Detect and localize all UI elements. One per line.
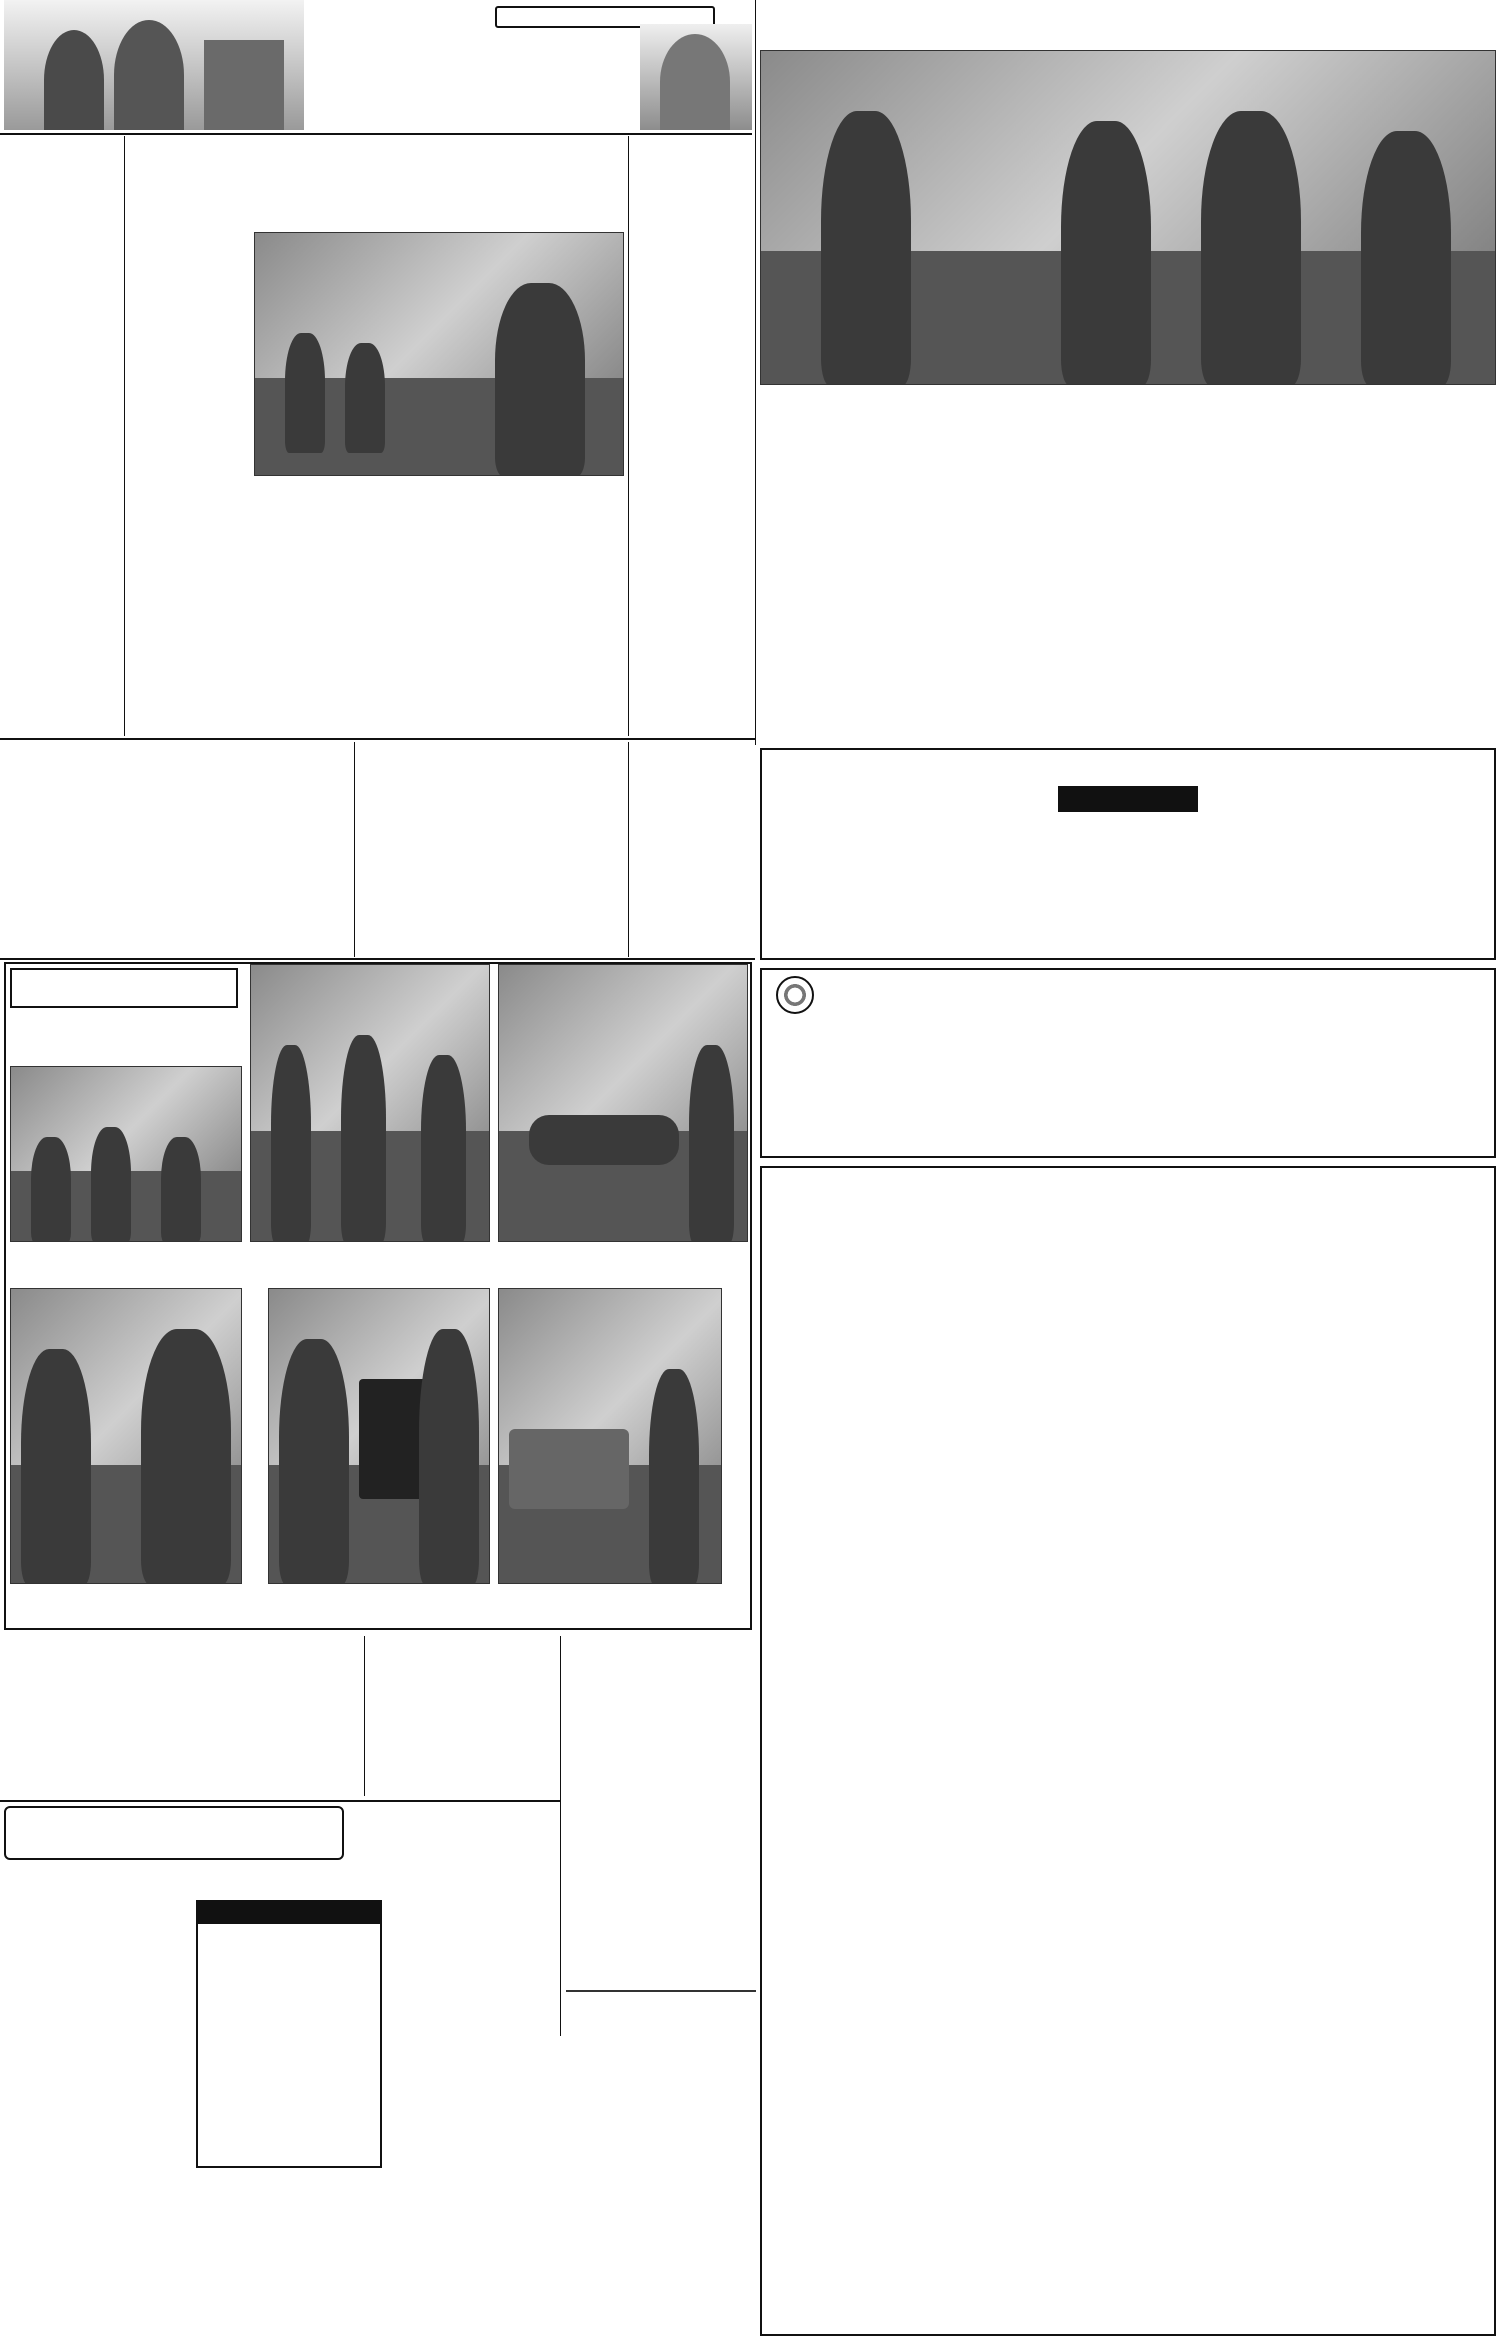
crime-summary-item xyxy=(202,2072,376,2102)
tender-body xyxy=(772,1204,1484,2276)
photo-news-caption-5 xyxy=(268,1588,490,1624)
award-body xyxy=(764,432,1492,732)
paradip-pr xyxy=(770,1141,1070,1155)
kabita-photo xyxy=(254,232,624,476)
train-youth-headline xyxy=(566,1668,756,1738)
marana-body xyxy=(634,440,752,722)
baripada-body xyxy=(770,818,1486,928)
award-headline xyxy=(760,8,1496,48)
photo-news-image-3 xyxy=(498,964,748,1242)
photo-news-image-5 xyxy=(268,1288,490,1584)
train-headline xyxy=(634,138,752,164)
crime-col1-body xyxy=(4,1898,190,2334)
crime-col2-body xyxy=(196,2172,382,2332)
jail-headline xyxy=(360,742,622,780)
paradip-date xyxy=(1302,1024,1490,1038)
police-body xyxy=(370,1688,560,1794)
durghatana1-headline xyxy=(4,138,120,200)
crime-summary-item xyxy=(202,2036,376,2070)
crime-col3-body xyxy=(388,2180,758,2334)
crime-summary-head xyxy=(198,1902,380,1924)
photo-news-caption-2 xyxy=(250,1244,490,1280)
crime-col2-headline xyxy=(196,1866,376,1894)
champak-headline xyxy=(4,1640,360,1674)
marana-headline xyxy=(634,392,752,436)
paradip-body xyxy=(770,1067,1490,1139)
crime-col3-headline xyxy=(388,2128,558,2176)
baripada-tag xyxy=(1058,786,1198,812)
jail-body xyxy=(360,784,622,954)
photo-news-side-label-1 xyxy=(190,1254,208,1384)
baripada-title xyxy=(762,754,1494,782)
paradip-notice xyxy=(760,968,1496,1158)
crime-col1-headline xyxy=(4,1866,194,1894)
masthead-temple-image xyxy=(4,0,304,130)
crime-review-banner xyxy=(4,1806,344,1860)
paradip-logo-icon xyxy=(776,976,814,1014)
photo-news-image-2 xyxy=(250,964,490,1242)
crime-summary-item xyxy=(202,1964,376,1998)
kabita-kicker xyxy=(130,138,620,168)
photo-news-side-label-3 xyxy=(728,1284,746,1394)
photo-news-caption-4 xyxy=(10,1588,242,1624)
masthead-building-image xyxy=(640,24,752,130)
selection-board-headline xyxy=(4,742,350,780)
kabita-body-col2 xyxy=(254,518,624,723)
crime-summary-item xyxy=(202,2104,376,2134)
award-caption xyxy=(764,390,1492,426)
crime-col3-body-top xyxy=(388,1866,558,2122)
kabita-body-col1 xyxy=(130,232,248,722)
crime-summary-item xyxy=(202,2136,376,2166)
photo-news-image-1 xyxy=(10,1066,242,1242)
tender-notice xyxy=(760,1166,1496,2336)
photo-news-image-6 xyxy=(498,1288,722,1584)
crime-review-title xyxy=(6,1814,342,1854)
award-photo xyxy=(760,50,1496,385)
durghatana2-headline xyxy=(634,742,752,780)
paradip-notice-no xyxy=(770,1052,1490,1066)
crime-summary-item xyxy=(202,1928,376,1962)
tender-title xyxy=(762,1172,1494,1200)
tender-sign1 xyxy=(772,2280,1484,2302)
audio-photo xyxy=(566,1990,756,1992)
champak-body xyxy=(4,1676,360,1794)
baripada-sign xyxy=(770,932,1486,954)
crime-summary-box xyxy=(196,1900,382,2168)
train-body xyxy=(634,164,752,386)
photo-news-caption-6 xyxy=(498,1588,722,1624)
photo-news-label xyxy=(10,968,238,1008)
photo-news-section xyxy=(4,962,752,1630)
paradip-corrigendum xyxy=(770,1038,1490,1052)
photo-news-caption-3 xyxy=(498,1244,748,1280)
paradip-ref xyxy=(770,1024,1170,1038)
paradip-dept xyxy=(822,1008,1222,1021)
police-headline xyxy=(370,1640,560,1686)
photo-news-side-label-2 xyxy=(466,1294,484,1404)
paradip-org xyxy=(822,974,1222,994)
kabita-headline xyxy=(130,168,620,228)
masthead xyxy=(0,0,752,133)
masthead-subtitle xyxy=(445,100,545,126)
paradip-sign xyxy=(1290,1141,1490,1155)
train-youth-body xyxy=(566,1742,756,1982)
durghatana1-body xyxy=(4,204,120,724)
kabita-caption xyxy=(254,480,624,514)
durghatana2-body xyxy=(634,784,752,954)
masthead-title xyxy=(345,34,645,102)
tender-sign2 xyxy=(772,2304,1484,2326)
baripada-notice xyxy=(760,748,1496,960)
crime-summary-item xyxy=(202,2000,376,2034)
selection-board-body xyxy=(4,784,350,954)
paradip-address xyxy=(822,994,1222,1008)
train-youth-kicker xyxy=(566,1640,756,1666)
